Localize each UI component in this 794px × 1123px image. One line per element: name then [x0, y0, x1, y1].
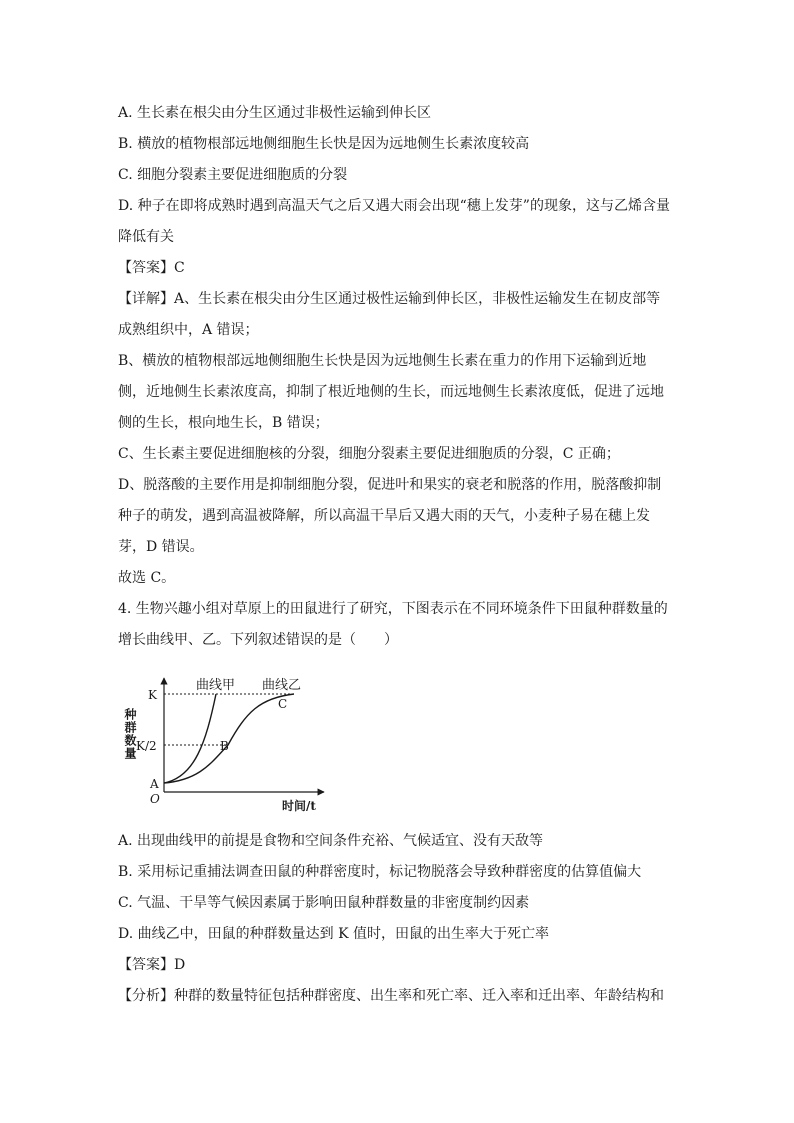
q4-option-a: A. 出现曲线甲的前提是食物和空间条件充裕、气候适宜、没有天敌等	[118, 833, 544, 849]
option-a: A. 生长素在根尖由分生区通过非极性运输到伸长区	[118, 105, 432, 121]
x-axis-label: 时间/t	[282, 799, 316, 813]
explanation-line: 侧的生长，根向地生长，B 错误；	[118, 415, 329, 431]
q4-option-b: B. 采用标记重捕法调查田鼠的种群密度时，标记物脱落会导致种群密度的估算值偏大	[118, 864, 642, 880]
explanation-line: B、横放的植物根部远地侧细胞生长快是因为远地侧生长素在重力的作用下运输到近地	[118, 353, 647, 369]
point-c-label: C	[278, 697, 288, 711]
explanation-line: D、脱落酸的主要作用是抑制细胞分裂，促进叶和果实的衰老和脱落的作用，脱落酸抑制	[118, 477, 662, 493]
tick-k2: K/2	[136, 739, 157, 753]
q4-option-d: D. 曲线乙中，田鼠的种群数量达到 K 值时，田鼠的出生率大于死亡率	[118, 926, 549, 942]
tick-k: K	[148, 688, 157, 702]
point-b-label: B	[220, 739, 229, 753]
option-b: B. 横放的植物根部远地侧细胞生长快是因为远地侧生长素浓度较高	[118, 136, 530, 152]
question-stem: 增长曲线甲、乙。下列叙述错误的是（ ）	[118, 632, 398, 648]
option-c: C. 细胞分裂素主要促进细胞质的分裂	[118, 167, 348, 183]
population-growth-figure	[110, 672, 340, 822]
curve-a	[164, 694, 216, 783]
curve-a-label: 曲线甲	[196, 678, 236, 693]
point-a-label: A	[150, 777, 159, 791]
explanation-line: 芽，D 错误。	[118, 539, 204, 555]
q4-analysis-line: 【分析】种群的数量特征包括种群密度、出生率和死亡率、迁入率和迁出率、年龄结构和	[118, 988, 664, 1004]
q4-option-c: C. 气温、干旱等气候因素属于影响田鼠种群数量的非密度制约因素	[118, 895, 530, 911]
curve-b	[164, 694, 294, 783]
origin-label: O	[150, 792, 160, 806]
explanation-line: 侧，近地侧生长素浓度高，抑制了根近地侧的生长，而远地侧生长素浓度低，促进了远地	[118, 384, 664, 400]
option-d-continued: 降低有关	[118, 229, 174, 245]
explanation-line: 种子的萌发，遇到高温被降解，所以高温干旱后又遇大雨的天气，小麦种子易在穗上发	[118, 508, 650, 524]
explanation-line: 成熟组织中，A 错误；	[118, 322, 259, 338]
option-d: D. 种子在即将成熟时遇到高温天气之后又遇大雨会出现“穗上发芽”的现象，这与乙烯含量	[118, 198, 670, 214]
answer-label: 【答案】C	[118, 260, 185, 276]
curve-b-label: 曲线乙	[262, 678, 302, 693]
question-stem: 4. 生物兴趣小组对草原上的田鼠进行了研究，下图表示在不同环境条件下田鼠种群数量的	[118, 601, 668, 617]
explanation-line: C、生长素主要促进细胞核的分裂，细胞分裂素主要促进细胞质的分裂，C 正确；	[118, 446, 620, 462]
conclusion-line: 故选 C。	[118, 570, 176, 586]
y-axis-label: 种群数量	[123, 708, 137, 760]
explanation-line: 【详解】A、生长素在根尖由分生区通过极性运输到伸长区，非极性运输发生在韧皮部等	[118, 291, 661, 307]
q4-answer-label: 【答案】D	[118, 957, 186, 973]
